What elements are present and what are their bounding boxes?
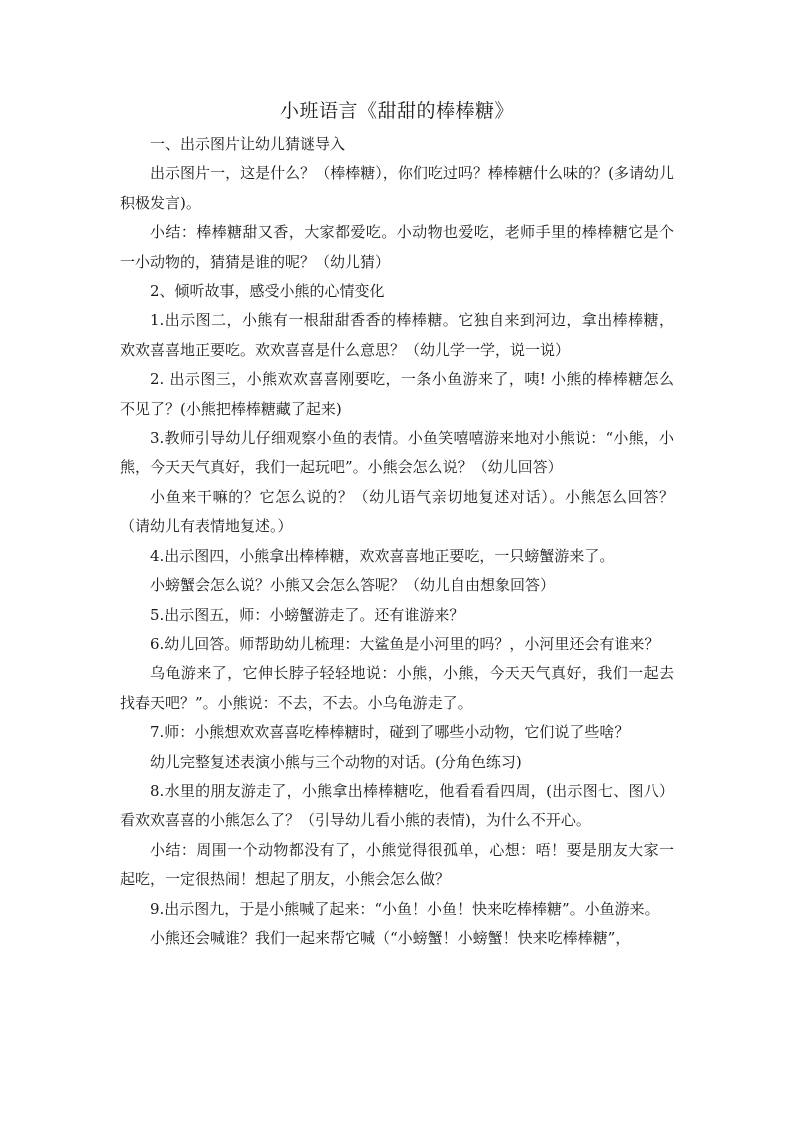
paragraph: 6.幼儿回答。师帮助幼儿梳理：大鲨鱼是小河里的吗？，小河里还会有谁来？: [150, 634, 660, 653]
paragraph: 1.出示图二，小熊有一根甜甜香香的棒棒糖。它独自来到河边，拿出棒棒糖，欢欢喜喜地正要吃。欢欢喜喜是什么意思？（幼儿学一学，说一说）: [120, 311, 674, 359]
document-body: [120, 130, 674, 953]
paragraph: 小熊还会喊谁？我们一起来帮它喊（“小螃蟹！小螃蟹！快来吃棒棒糖”，: [150, 928, 631, 947]
paragraph: 幼儿完整复述表演小熊与三个动物的对话。(分角色练习): [150, 752, 522, 771]
paragraph: 小结：周围一个动物都没有了，小熊觉得很孤单，心想：唔！要是朋友大家一起吃，一定很热闹！想起了朋友，小熊会怎么做？: [120, 840, 674, 889]
paragraph: 乌龟游来了，它伸长脖子轻轻地说：小熊，小熊，今天天气真好，我们一起去找春天吧？”。小熊说：不去，不去。小乌龟游走了。: [120, 664, 674, 712]
paragraph: 8.水里的朋友游走了，小熊拿出棒棒糖吃，他看看看四周，(出示图七、图八）看欢欢喜喜的小熊怎么了？（引导幼儿看小熊的表情)，为什么不开心。: [120, 781, 674, 830]
paragraph: 小螃蟹会怎么说？小熊又会怎么答呢？（幼儿自由想象回答）: [150, 576, 556, 595]
paragraph: 2、倾听故事，感受小熊的心情变化: [150, 282, 385, 301]
paragraph: 出示图片一，这是什么？（棒棒糖），你们吃过吗？棒棒糖什么味的？(多请幼儿积极发言)。: [120, 164, 674, 212]
paragraph: 7.师：小熊想欢欢喜喜吃棒棒糖时，碰到了哪些小动物，它们说了些啥？: [150, 723, 630, 742]
paragraph: 5.出示图五，师：小螃蟹游走了。还有谁游来？: [150, 605, 465, 624]
paragraph: 小鱼来干嘛的？它怎么说的？（幼儿语气亲切地复述对话）。小熊怎么回答？（请幼儿有表情地复述。）: [120, 487, 674, 536]
paragraph: 小结：棒棒糖甜又香，大家都爱吃。小动物也爱吃，老师手里的棒棒糖它是个一小动物的，猜猜是谁的呢？（幼儿猜）: [120, 223, 674, 271]
document-title: 小班语言《甜甜的棒棒糖》: [279, 100, 514, 122]
paragraph: 4.出示图四，小熊拿出棒棒糖，欢欢喜喜地正要吃，一只螃蟹游来了。: [150, 546, 615, 565]
paragraph: 9.出示图九，于是小熊喊了起来：“小鱼！小鱼！快来吃棒棒糖”。小鱼游来。: [150, 899, 660, 918]
paragraph: 2. 出示图三，小熊欢欢喜喜刚要吃，一条小鱼游来了，咦! 小熊的棒棒糖怎么不见了？(小熊把棒棒糖藏了起来): [120, 370, 674, 418]
paragraph: 一、出示图片让幼儿猜谜导入: [150, 135, 346, 153]
paragraph: 3.教师引导幼儿仔细观察小鱼的表情。小鱼笑嘻嘻游来地对小熊说：“小熊，小熊，今天天气真好，我们一起玩吧”。小熊会怎么说？（幼儿回答）: [120, 429, 674, 477]
